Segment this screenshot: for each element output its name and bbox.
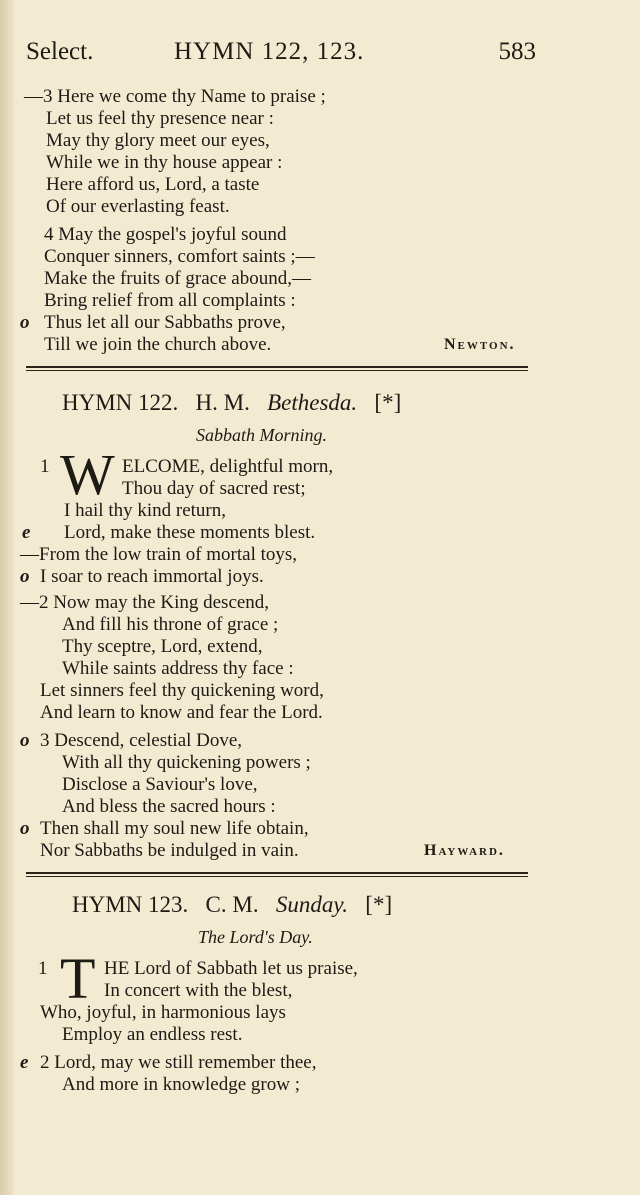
- verse-line: May thy glory meet our eyes,: [46, 130, 270, 151]
- dynamic-mark: e: [20, 1052, 29, 1073]
- verse-line: Bring relief from all complaints :: [44, 290, 296, 311]
- verse-line: Nor Sabbaths be indulged in vain.: [40, 840, 299, 861]
- verse-line: ELCOME, delightful morn,: [122, 456, 334, 477]
- hymn-meter: C. M.: [205, 892, 259, 917]
- verse-line: Then shall my soul new life obtain,: [40, 818, 309, 839]
- hymn-meter: H. M.: [195, 390, 250, 415]
- verse-line: Who, joyful, in harmonious lays: [40, 1002, 286, 1023]
- verse-number: 1: [40, 456, 50, 477]
- drop-cap: W: [60, 442, 115, 507]
- hymn-tune: Bethesda.: [267, 390, 358, 415]
- header-hymn-range: HYMN 122, 123.: [174, 38, 365, 65]
- hymn-tag: [*]: [374, 390, 402, 415]
- dynamic-mark: e: [22, 522, 31, 543]
- hymn-title: [72, 892, 392, 918]
- verse-line: Of our everlasting feast.: [46, 196, 230, 217]
- verse-line: Till we join the church above.: [44, 334, 272, 355]
- verse-line: Conquer sinners, comfort saints ;—: [44, 246, 315, 267]
- hymn-tag: [*]: [365, 892, 393, 917]
- verse-line: Disclose a Saviour's love,: [62, 774, 258, 795]
- verse-line: While we in thy house appear :: [46, 152, 283, 173]
- hymn-subtitle: Sabbath Morning.: [196, 425, 328, 445]
- hymn-subtitle: The Lord's Day.: [198, 927, 313, 947]
- hymn-number: HYMN 123.: [72, 892, 189, 917]
- verse-line: And fill his throne of grace ;: [62, 614, 279, 635]
- verse-line: Make the fruits of grace abound,—: [44, 268, 311, 289]
- verse-line: 4 May the gospel's joyful sound: [44, 224, 287, 245]
- verse-line: And more in knowledge grow ;: [62, 1074, 300, 1095]
- verse-line: Thus let all our Sabbaths prove,: [44, 312, 286, 333]
- hymn-number: HYMN 122.: [62, 390, 179, 415]
- author-name: Hayward.: [424, 842, 505, 859]
- verse-line: While saints address thy face :: [62, 658, 294, 679]
- verse-line: Here afford us, Lord, a taste: [46, 174, 260, 195]
- verse-line: Thy sceptre, Lord, extend,: [62, 636, 263, 657]
- verse-line: —3 Here we come thy Name to praise ;: [24, 86, 326, 107]
- verse-line: HE Lord of Sabbath let us praise,: [104, 958, 358, 979]
- verse-line: I hail thy kind return,: [64, 500, 226, 521]
- verse-line: Lord, make these moments blest.: [64, 522, 316, 543]
- verse-line: 2 Lord, may we still remember thee,: [40, 1052, 317, 1073]
- verse-line: Let us feel thy presence near :: [46, 108, 274, 129]
- dynamic-mark: o: [20, 566, 30, 587]
- verse-line: —From the low train of mortal toys,: [20, 544, 298, 565]
- hymn-title: [62, 390, 401, 416]
- hymn-tune: Sunday.: [275, 892, 349, 917]
- section-divider: [26, 366, 528, 371]
- drop-cap: T: [60, 946, 96, 1011]
- verse-line: 3 Descend, celestial Dove,: [40, 730, 243, 751]
- header-section: Select.: [26, 38, 94, 65]
- verse-line: I soar to reach immortal joys.: [40, 566, 264, 587]
- author-name: Newton.: [444, 336, 516, 353]
- dynamic-mark: o: [20, 312, 30, 333]
- page-header: [26, 38, 536, 72]
- verse-number: 1: [38, 958, 48, 979]
- verse-line: Thou day of sacred rest;: [122, 478, 306, 499]
- verse-line: —2 Now may the King descend,: [20, 592, 270, 613]
- verse-line: Let sinners feel thy quickening word,: [40, 680, 324, 701]
- verse-line: In concert with the blest,: [104, 980, 293, 1001]
- dynamic-mark: o: [20, 730, 30, 751]
- verse-line: And bless the sacred hours :: [62, 796, 276, 817]
- section-divider: [26, 872, 528, 877]
- verse-line: And learn to know and fear the Lord.: [40, 702, 323, 723]
- verse-line: Employ an endless rest.: [62, 1024, 243, 1045]
- dynamic-mark: o: [20, 818, 30, 839]
- page-edge: [0, 0, 14, 1195]
- page-number: 583: [498, 38, 536, 65]
- verse-line: With all thy quickening powers ;: [62, 752, 311, 773]
